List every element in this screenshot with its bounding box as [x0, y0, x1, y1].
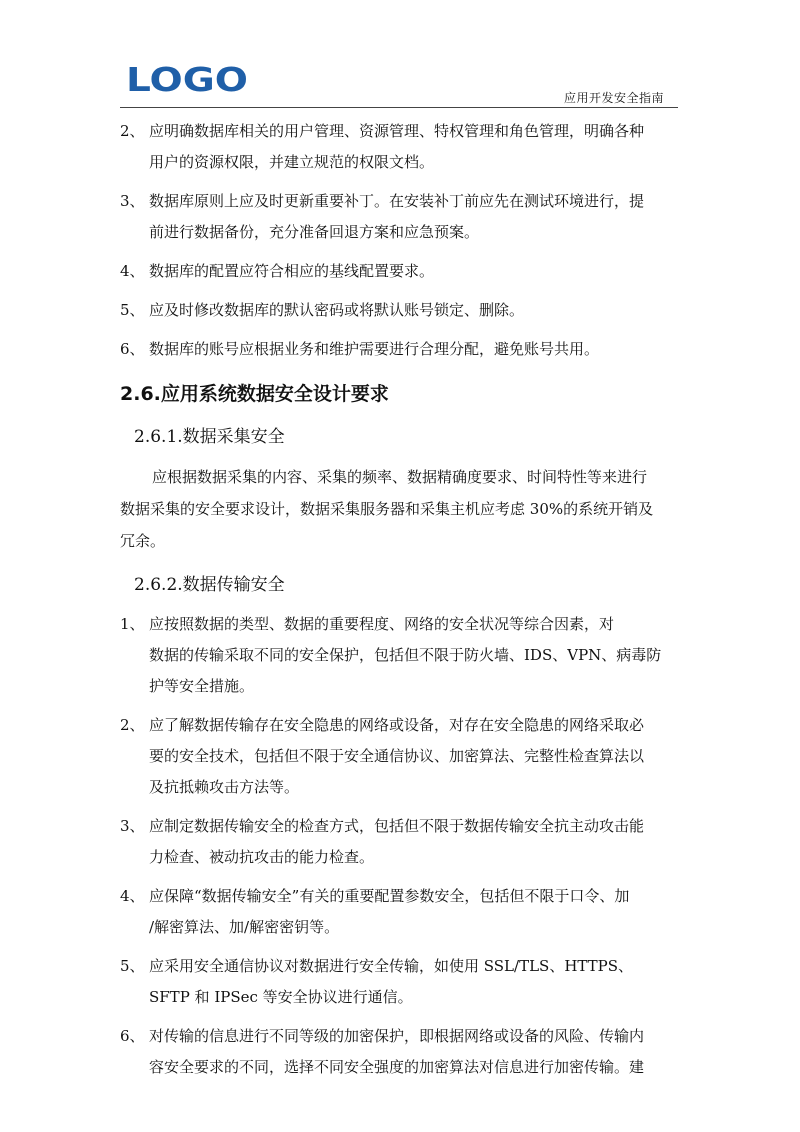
list-item-line: 应按照数据的类型、数据的重要程度、网络的安全状况等综合因素，对 [149, 615, 615, 633]
list-item-number: 2、 [120, 716, 145, 734]
list-item-line: 前进行数据备份，充分准备回退方案和应急预案。 [149, 223, 480, 241]
list-item-line: 数据库原则上应及时更新重要补丁。在安装补丁前应先在测试环境进行，提 [149, 192, 645, 210]
list-item-line: 应明确数据库相关的用户管理、资源管理、特权管理和角色管理，明确各种 [149, 122, 645, 140]
database-requirements-list [0, 116, 800, 365]
logo [126, 62, 250, 96]
list-item [0, 295, 800, 326]
header-divider [120, 107, 678, 108]
list-item [0, 1021, 800, 1083]
list-item [0, 951, 800, 1013]
list-item-line: 应保障“数据传输安全”有关的重要配置参数安全，包括但不限于口令、加 [149, 887, 630, 905]
list-item-line: 用户的资源权限，并建立规范的权限文档。 [149, 153, 435, 171]
list-item-number: 5、 [120, 957, 145, 975]
page-header [0, 0, 800, 112]
list-item-line: /解密算法、加/解密密钥等。 [149, 918, 340, 936]
list-item-line: 数据库的配置应符合相应的基线配置要求。 [149, 262, 435, 280]
list-item-number: 1、 [120, 615, 145, 633]
list-item-number: 4、 [120, 262, 145, 280]
section-heading-2-6: 2.6.应用系统数据安全设计要求 [120, 383, 389, 405]
paragraph-data-collection [120, 461, 680, 557]
paragraph-line: 应根据数据采集的内容、采集的频率、数据精确度要求、时间特性等来进行 [152, 468, 648, 486]
list-item [0, 710, 800, 803]
list-item-line: 要的安全技术，包括但不限于安全通信协议、加密算法、完整性检查算法以 [149, 747, 645, 765]
document-body [0, 116, 800, 1091]
data-transmission-list [0, 609, 800, 1083]
list-item [0, 186, 800, 248]
section-heading-2-6-1: 2.6.1.数据采集安全 [134, 427, 285, 447]
list-item-number: 3、 [120, 192, 145, 210]
list-item-line: 应及时修改数据库的默认密码或将默认账号锁定、删除。 [149, 301, 525, 319]
list-item-line: 对传输的信息进行不同等级的加密保护，即根据网络或设备的风险、传输内 [149, 1027, 645, 1045]
list-item-line: 力检查、被动抗攻击的能力检查。 [149, 848, 375, 866]
list-item-line: 数据库的账号应根据业务和维护需要进行合理分配，避免账号共用。 [149, 340, 600, 358]
list-item [0, 881, 800, 943]
logo-text: LOGO [126, 62, 248, 96]
section-heading-2-6-2: 2.6.2.数据传输安全 [134, 575, 285, 595]
list-item-line: SFTP 和 IPSec 等安全协议进行通信。 [149, 988, 413, 1006]
list-item-line: 护等安全措施。 [149, 677, 255, 695]
list-item [0, 811, 800, 873]
paragraph-line: 冗余。 [120, 532, 166, 550]
list-item-number: 3、 [120, 817, 145, 835]
list-item [0, 334, 800, 365]
list-item [0, 116, 800, 178]
paragraph-line: 数据采集的安全要求设计，数据采集服务器和采集主机应考虑 30%的系统开销及 [120, 500, 654, 518]
list-item-number: 6、 [120, 340, 145, 358]
list-item-number: 2、 [120, 122, 145, 140]
list-item [0, 609, 800, 702]
list-item-number: 5、 [120, 301, 145, 319]
header-title: 应用开发安全指南 [564, 91, 665, 105]
list-item-line: 及抗抵赖攻击方法等。 [149, 778, 300, 796]
list-item-number: 6、 [120, 1027, 145, 1045]
list-item-line: 应采用安全通信协议对数据进行安全传输，如使用 SSL/TLS、HTTPS、 [149, 957, 634, 975]
list-item [0, 256, 800, 287]
list-item-line: 应了解数据传输存在安全隐患的网络或设备，对存在安全隐患的网络采取必 [149, 716, 645, 734]
list-item-number: 4、 [120, 887, 145, 905]
list-item-line: 应制定数据传输安全的检查方式，包括但不限于数据传输安全抗主动攻击能 [149, 817, 645, 835]
list-item-line: 数据的传输采取不同的安全保护，包括但不限于防火墙、IDS、VPN、病毒防 [149, 646, 662, 664]
list-item-line: 容安全要求的不同，选择不同安全强度的加密算法对信息进行加密传输。建 [149, 1058, 645, 1076]
